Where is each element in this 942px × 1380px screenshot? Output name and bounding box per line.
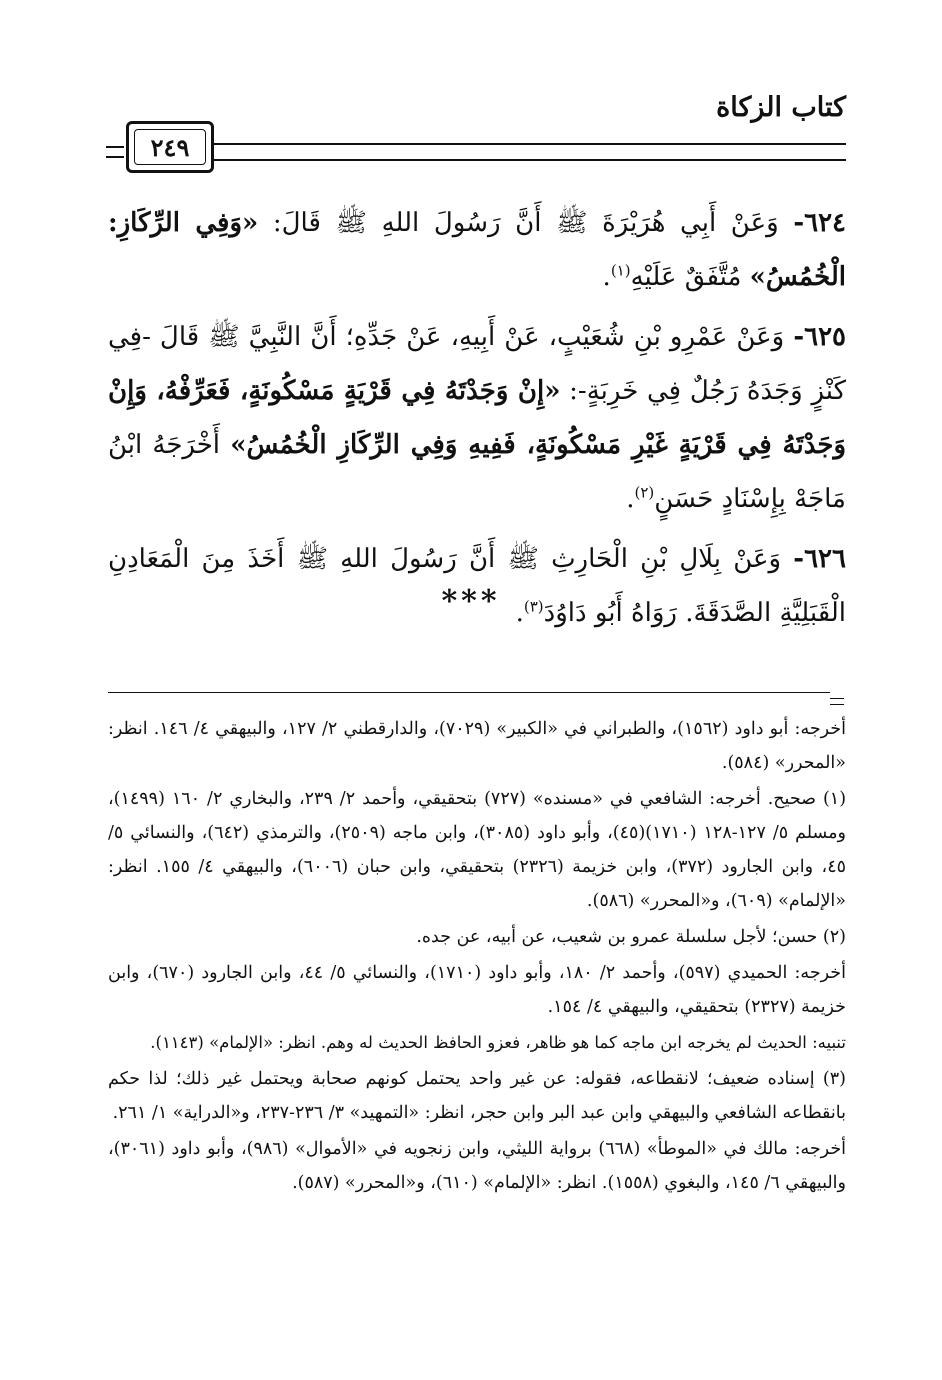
hadith-intro: وَعَنْ عَمْرِو بْنِ شُعَيْبٍ، عَنْ أَبِيهِ، عَنْ جَدِّهِ؛ أَنَّ النَّبِيَّ ﷺ قَالَ -فِي كَنْزٍ وَجَدَهُ رَجُلٌ فِي خَرِبَةٍ-:: [108, 322, 847, 406]
footnote-marker: (١): [610, 261, 631, 280]
footnote-marker: (٢): [634, 483, 655, 502]
hadith-quote: «وَفِي الرِّكَازِ: الْخُمُسُ»: [108, 208, 846, 292]
page-number-box: [126, 121, 214, 173]
hadith-626: ٦٢٦- وَعَنْ بِلَالِ بْنِ الْحَارِثِ ﷺ أَنَّ رَسُولَ اللهِ ﷺ أَخَذَ مِنَ الْمَعَادِنِ الْقَبَلِيَّةِ الصَّدَقَةَ. رَوَاهُ أَبُو دَاوُدَ$^{(٣)}$.: [108, 544, 846, 628]
footnote-dash: [830, 698, 844, 705]
header-rule: [214, 143, 846, 161]
hadith-number: ٦٢٥-: [793, 322, 847, 352]
footnote-rule: [108, 692, 830, 693]
hadith-source: أَخْرَجَهُ ابْنُ مَاجَهْ بِإِسْنَادٍ حَسَنٍ: [108, 430, 846, 514]
hadith-intro: وَعَنْ بِلَالِ بْنِ الْحَارِثِ ﷺ أَنَّ رَسُولَ اللهِ ﷺ أَخَذَ مِنَ الْمَعَادِنِ الْقَبَلِيَّةِ الصَّدَقَةَ.: [108, 544, 846, 628]
footnote-2: (٢) حسن؛ لأجل سلسلة عمرو بن شعيب، عن أبيه، عن جده.: [416, 927, 846, 947]
footnote-1: (١) صحيح. أخرجه: الشافعي في «مسنده» (٧٢٧) بتحقيقي، وأحمد ٢/ ٢٣٩، والبخاري ٢/ ١٦٠ (١٤٩٩)، ومسلم ٥/ ١٢٧-١٢٨ (١٧١٠)(٤٥)، وأبو داود (٣٠٨٥)، وابن ماجه (٢٥٠٩)، والترمذي (٦٤٢)، والنسائي ٥/ ٤٥، وابن الجارود (٣٧٢)، وابن خزيمة (٢٣٢٦) بتحقيقي، وابن حبان (٦٠٠٦)، والبيهقي ٤/ ١٥٥. انظر: «الإلمام» (٦٠٩)، و«المحرر» (٥٨٦).: [108, 789, 847, 911]
footnote-continuation: أخرجه: أبو داود (١٥٦٢)، والطبراني في «الكبير» (٧٠٢٩)، والدارقطني ٢/ ١٢٧، والبيهقي ٤/ ١٤٦. انظر: «المحرر» (٥٨٤).: [108, 719, 846, 773]
hadith-intro: وَعَنْ أَبِي هُرَيْرَةَ ﷺ أَنَّ رَسُولَ اللهِ ﷺ قَالَ:: [272, 208, 779, 238]
header-left-tick: [106, 146, 124, 158]
footnote-3-takhrij: أخرجه: مالك في «الموطأ» (٦٦٨) برواية الليثي، وابن زنجويه في «الأموال» (٩٨٦)، وأبو داود (٣٠٦١)، والبيهقي ٦/ ١٤٥، والبغوي (١٥٥٨). انظر: «الإلمام» (٦١٠)، و«المحرر» (٥٨٧).: [108, 1139, 846, 1193]
hadith-number: ٦٢٦-: [793, 544, 846, 574]
footnotes: [108, 712, 846, 1202]
footnote-2-takhrij: أخرجه: الحميدي (٥٩٧)، وأحمد ٢/ ١٨٠، وأبو داود (١٧١٠)، والنسائي ٥/ ٤٤، وابن الجارود (٦٧٠)، وابن خزيمة (٢٣٢٧) بتحقيقي، والبيهقي ٤/ ١٥٤.: [108, 963, 846, 1017]
footnote-3: (٣) إسناده ضعيف؛ لانقطاعه، فقوله: عن غير واحد يحتمل كونهم صحابة ويحتمل غير ذلك؛ لذا حكم بانقطاعه الشافعي والبيهقي وابن عبد البر وابن حجر، انظر: «التمهيد» ٣/ ٢٣٦-٢٣٧، و«الدراية» ١/ ٢٦١.: [108, 1069, 846, 1123]
running-title: كتاب الزكاة: [716, 92, 846, 123]
hadith-quote: «إِنْ وَجَدْتَهُ فِي قَرْيَةٍ مَسْكُونَةٍ، فَعَرِّفْهُ، وَإِنْ وَجَدْتَهُ فِي قَرْيَةٍ غَيْرِ مَسْكُونَةٍ، فَفِيهِ وَفِي الرِّكَازِ الْخُمُسُ»: [108, 376, 847, 460]
section-separator: ***: [441, 584, 501, 619]
hadith-625: ٦٢٥- وَعَنْ عَمْرِو بْنِ شُعَيْبٍ، عَنْ أَبِيهِ، عَنْ جَدِّهِ؛ أَنَّ النَّبِيَّ ﷺ قَالَ -فِي كَنْزٍ وَجَدَهُ رَجُلٌ فِي خَرِبَةٍ-: «إِنْ وَجَدْتَهُ فِي قَرْيَةٍ مَسْكُونَةٍ، فَعَرِّفْهُ، وَإِنْ وَجَدْتَهُ فِي قَرْيَةٍ غَيْرِ مَسْكُونَةٍ، فَفِيهِ وَفِي الرِّكَازِ الْخُمُسُ» أَخْرَجَهُ ابْنُ مَاجَهْ بِإِسْنَادٍ حَسَنٍ$^{(٢)}$.: [108, 322, 847, 514]
hadith-source: مُتَّفَقٌ عَلَيْهِ: [630, 262, 742, 292]
main-text: [108, 196, 846, 646]
hadith-source: رَوَاهُ أَبُو دَاوُدَ: [543, 598, 677, 628]
footnote-2-note: تنبيه: الحديث لم يخرجه ابن ماجه كما هو ظاهر، فعزو الحافظ الحديث له وهم. انظر: «الإلمام» (١١٤٣).: [150, 1033, 846, 1052]
footnote-marker: (٣): [523, 597, 544, 616]
hadith-number: ٦٢٤-: [793, 208, 847, 238]
page-number: ٢٤٩: [134, 129, 206, 165]
hadith-624: ٦٢٤- وَعَنْ أَبِي هُرَيْرَةَ ﷺ أَنَّ رَسُولَ اللهِ ﷺ قَالَ: «وَفِي الرِّكَازِ: الْخُمُسُ» مُتَّفَقٌ عَلَيْهِ$^{(١)}$.: [108, 208, 847, 292]
